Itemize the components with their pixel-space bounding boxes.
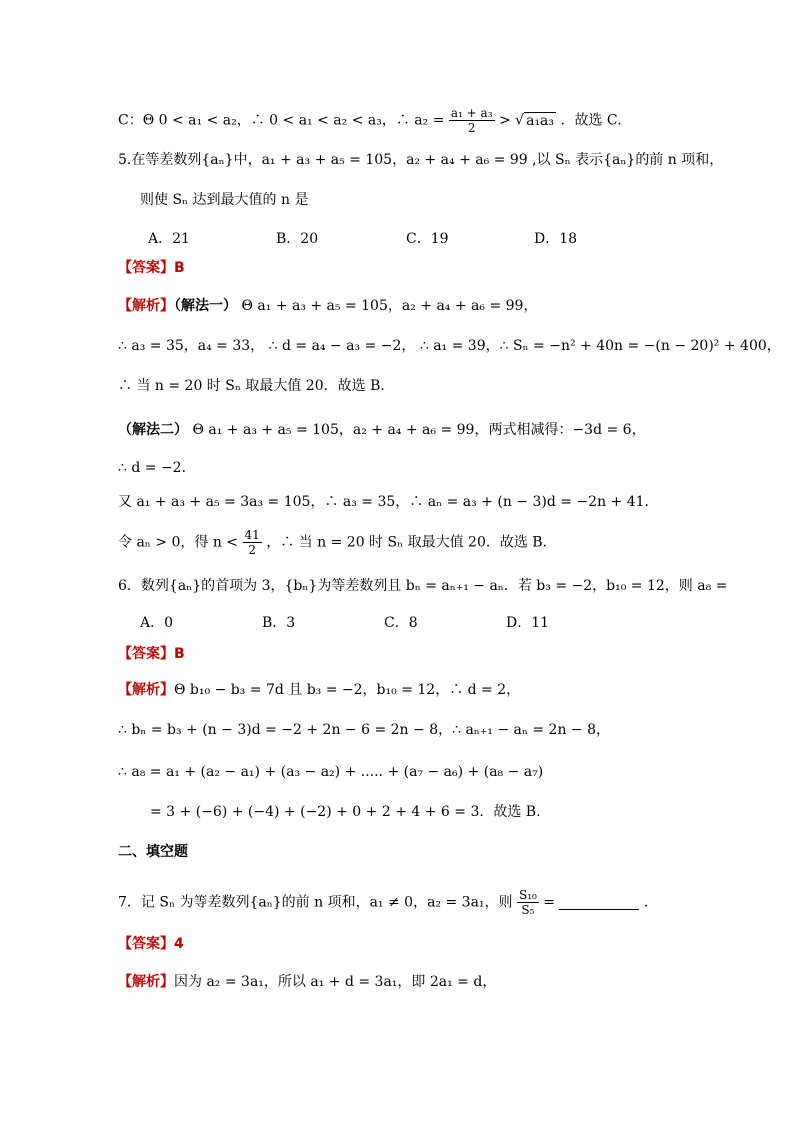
- method2-tag: （解法二）: [118, 422, 188, 438]
- q7-fraction-numerator: S₁₀: [519, 888, 537, 902]
- answer-value: 4: [174, 936, 184, 952]
- question-6-answer: [118, 644, 185, 664]
- c-sqrt: a₁a₃: [526, 112, 555, 129]
- q6-analysis-line1: [118, 680, 520, 700]
- q5-m2-text: Θ a₁ + a₃ + a₅ = 105，a₂ + a₄ + a₆ = 99，两式相减得：−3d = 6，: [192, 422, 646, 438]
- choice-a: A．21: [148, 231, 190, 247]
- question-5-stem: 5.在等差数列{aₙ}中，a₁ + a₃ + a₅ = 105，a₂ + a₄ + a₆ = 99 ,以 Sₙ 表示{aₙ}的前 n 项和，: [118, 152, 724, 168]
- q6-analysis-line2: ∴ bₙ = b₃ + (n − 3)d = −2 + 2n − 6 = 2n − 8，∴ aₙ₊₁ − aₙ = 2n − 8，: [118, 722, 610, 738]
- q5-fraction-denominator: 2: [248, 543, 256, 557]
- c-text-c: ．故选 C.: [560, 112, 622, 129]
- choice-c: C．8: [384, 615, 418, 631]
- q5-method2-line2: ∴ d = −2．: [118, 460, 196, 476]
- question-7-answer: [118, 934, 184, 954]
- question-7-stem: [118, 888, 658, 917]
- q5-method2-line1: [118, 420, 646, 440]
- q5-method2-line4: [118, 528, 547, 557]
- q5-m2-text-b: ，∴ 当 n = 20 时 Sₙ 取最大值 20．故选 B.: [266, 534, 548, 551]
- q5-m2-text-a: 令 aₙ > 0，得 n <: [118, 534, 239, 551]
- q5-method2-line3: 又 a₁ + a₃ + a₅ = 3a₃ = 105，∴ a₃ = 35，∴ aₙ = a₃ + (n − 3)d = −2n + 41．: [118, 494, 659, 510]
- q7-l1-text: 因为 a₂ = 3a₁，所以 a₁ + d = 3a₁，即 2a₁ = d，: [174, 974, 497, 990]
- q5-fraction-numerator: 41: [244, 528, 260, 542]
- question-6-stem: 6．数列{aₙ}的首项为 3，{bₙ}为等差数列且 bₙ = aₙ₊₁ − aₙ．若 b₃ = −2，b₁₀ = 12，则 a₈ =: [118, 578, 728, 594]
- question-5-answer: [118, 258, 185, 278]
- q6-l1-text: Θ b₁₀ − b₃ = 7d 且 b₃ = −2，b₁₀ = 12，∴ d = 2，: [174, 682, 521, 698]
- c-fraction-numerator: a₁ + a₃: [450, 106, 493, 120]
- q6-analysis-line3: ∴ a₈ = a₁ + (a₂ − a₁) + (a₃ − a₂) + ..... + (a₇ − a₆) + (a₈ − a₇): [118, 764, 544, 780]
- choice-c: C．19: [406, 231, 449, 247]
- question-5-stem-2: 则使 Sₙ 达到最大值的 n 是: [140, 192, 309, 208]
- choice-b: B．3: [262, 615, 296, 631]
- q5-method1-line2: ∴ a₃ = 35，a₄ = 33， ∴ d = a₄ − a₃ = −2， ∴ a₁ = 39，∴ Sₙ = −n² + 40n = −(n − 20)² + 400，: [118, 338, 781, 354]
- c-text-a: C：Θ 0 < a₁ < a₂，∴ 0 < a₁ < a₂ < a₃，∴ a₂ =: [118, 112, 445, 129]
- method1-tag: （解法一）: [174, 298, 237, 314]
- choice-d: D．11: [506, 615, 550, 631]
- choice-a: A．0: [140, 615, 174, 631]
- c-fraction: [449, 106, 495, 135]
- answer-value: B: [174, 260, 185, 276]
- answer-tag: 【答案】: [118, 936, 174, 952]
- q7-text-a: 7．记 Sₙ 为等差数列{aₙ}的前 n 项和，a₁ ≠ 0，a₂ = 3a₁，则: [118, 894, 513, 911]
- q5-method1-line1: [118, 296, 537, 316]
- q7-fraction-denominator: S₅: [521, 903, 535, 917]
- choice-b: B．20: [276, 231, 319, 247]
- answer-blank[interactable]: [559, 895, 639, 910]
- q7-analysis-line1: [118, 972, 496, 992]
- answer-value: B: [174, 646, 185, 662]
- q6-analysis-line4: = 3 + (−6) + (−4) + (−2) + 0 + 2 + 4 + 6 = 3．故选 B.: [150, 804, 541, 820]
- c-text-b: > √: [498, 112, 525, 129]
- q5-m2-fraction: [243, 528, 262, 557]
- analysis-tag: 【解析】: [118, 298, 174, 314]
- section-title: 二、填空题: [118, 844, 188, 860]
- q7-text-c: ．: [643, 894, 658, 911]
- q5-m1-text: Θ a₁ + a₃ + a₅ = 105，a₂ + a₄ + a₆ = 99，: [241, 298, 538, 314]
- c-fraction-denominator: 2: [467, 121, 476, 135]
- option-c-explanation: [118, 106, 622, 135]
- analysis-tag: 【解析】: [118, 974, 174, 990]
- q5-method1-line3: ∴ 当 n = 20 时 Sₙ 取最大值 20．故选 B.: [118, 378, 385, 394]
- q7-fraction: [517, 888, 539, 917]
- choice-d: D．18: [534, 231, 578, 247]
- analysis-tag: 【解析】: [118, 682, 174, 698]
- answer-tag: 【答案】: [118, 260, 174, 276]
- q7-text-b: =: [543, 894, 556, 911]
- answer-tag: 【答案】: [118, 646, 174, 662]
